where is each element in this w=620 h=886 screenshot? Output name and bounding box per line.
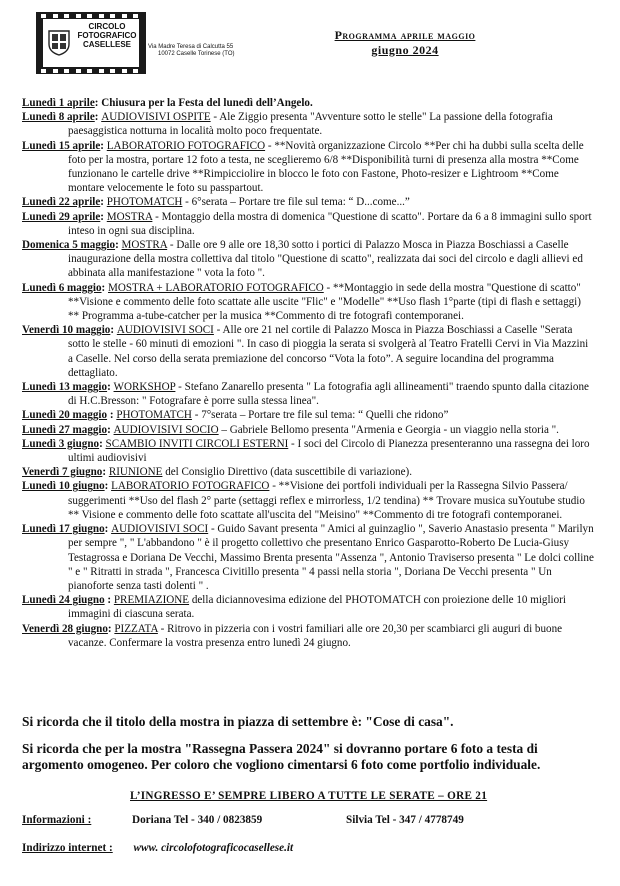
- entry-separator: :: [104, 523, 112, 536]
- entry-event-type: PREMIAZIONE: [113, 594, 190, 607]
- entry-date: Venerdì 7 giugno: [22, 466, 103, 479]
- entry-description: - **Visione dei portfoli individuali per la Rassegna Silvio Passera/ suggerimenti **Uso del flash 2° parte (settaggi reflex e mirrorless, 1/2 tendina) ** Trovare musica suYoutube studio ** Visione e commento delle foto scattate all'uscita del "Meisino" **Commento di tre fotografi contemporanei.: [68, 480, 585, 521]
- programme-entry: [22, 479, 594, 522]
- entry-description: - Alle ore 21 nel cortile di Palazzo Mosca in Piazza Boschiassi a Caselle "Serata sotto le stelle - 60 minuti di emozioni ". In caso di pioggia la serata si svolgerà al Teatro Fratelli Cervi in Via Mazzini a Caselle. Nel corso della serata premiazione del concorso “Vota la foto”. A seguire locandina del programma dettagliato.: [68, 324, 589, 379]
- programme-entry: [22, 408, 594, 422]
- entry-date: Lunedì 22 aprile: [22, 196, 101, 209]
- entry-event-type: AUDIOVISIVI SOCIO: [113, 423, 219, 436]
- entry-separator: :: [107, 409, 117, 422]
- film-hole: [110, 69, 115, 73]
- entry-date: Lunedì 15 aprile: [22, 139, 101, 152]
- film-hole: [53, 14, 58, 18]
- entry-event-type: AUDIOVISIVI OSPITE: [101, 111, 211, 124]
- entry-separator: :: [110, 324, 117, 337]
- entry-date: Domenica 5 maggio: [22, 239, 116, 252]
- entry-event-type: SCAMBIO INVITI CIRCOLI ESTERNI: [105, 437, 289, 450]
- entry-event-type: WORKSHOP: [113, 381, 176, 394]
- film-hole: [122, 14, 127, 18]
- entry-event-type: PHOTOMATCH: [116, 409, 192, 422]
- entry-description: della diciannovesima edizione del PHOTOMATCH con proiezione delle 10 migliori immagini di ciascuna serata.: [68, 594, 566, 621]
- title-line: Programma aprile maggio: [334, 28, 476, 42]
- note-paragraph: Si ricorda che per la mostra "Rassegna Passera 2024" si dovranno portare 6 foto a testa di argomento omogeneo. Per coloro che vogliono cimentarsi 6 foto come portfolio individuale.: [22, 741, 541, 772]
- entry-description: - 7°serata – Portare tre file sul tema: “ Quelli che ridono”: [191, 409, 449, 422]
- entry-description: - Ritrovo in pizzeria con i vostri familiari alle ore 20,30 per scambiarci gli auguri di buone vacanze. Confermare la vostra presenza entro lunedì 24 giugno.: [68, 622, 563, 649]
- film-hole: [41, 14, 46, 18]
- programme-entry: [22, 380, 594, 408]
- club-logo: [36, 12, 146, 74]
- entry-event-type: PIZZATA: [114, 622, 158, 635]
- film-hole: [53, 69, 58, 73]
- entry-event-type: AUDIOVISIVI SOCI: [116, 324, 214, 337]
- programme-entry: [22, 423, 594, 437]
- film-hole: [76, 14, 81, 18]
- entry-description: - **Montaggio in sede della mostra "Questione di scatto" **Visione e commento delle foto scattate alle uscite "Flic" e "Modelle" **Uso flash 1°parte (tipi di flash e settaggi) ** Programma a-tube-catcher per la musica **Commento di tre fotografi contemporanei.: [68, 281, 581, 323]
- entry-description: – Gabriele Bellomo presenta "Armenia e Georgia - un viaggio nella storia ".: [218, 423, 559, 436]
- website-line: [22, 842, 293, 854]
- entry-separator: :: [100, 139, 107, 152]
- note-paragraph: Si ricorda che il titolo della mostra in piazza di settembre è: "Cose di casa".: [22, 714, 454, 729]
- entry-separator: :: [101, 281, 108, 294]
- film-hole: [64, 14, 69, 18]
- film-hole: [76, 69, 81, 73]
- programme-entry: [22, 593, 594, 621]
- contact-silvia: Silvia Tel - 347 / 4778749: [346, 814, 464, 826]
- website-link[interactable]: www. circolofotograficocasellese.it: [133, 842, 294, 854]
- entry-event-type: LABORATORIO FOTOGRAFICO: [111, 480, 270, 493]
- entry-separator: :: [107, 381, 114, 394]
- club-address: [148, 44, 235, 58]
- programme-entry: [22, 465, 594, 479]
- film-hole: [64, 69, 69, 73]
- programme-entry: [22, 281, 594, 324]
- entry-separator: :: [107, 622, 115, 635]
- entry-description: del Consiglio Direttivo (data suscettibile di variazione).: [162, 466, 412, 479]
- logo-text-line: CASELLESE: [82, 40, 131, 49]
- logo-text-line: CIRCOLO: [88, 22, 126, 31]
- entry-event-type: MOSTRA: [121, 239, 168, 252]
- entry-description: - **Novità organizzazione Circolo **Per chi ha dubbi sulla scelta delle foto per la mostra, portare 12 foto a testa, ne sceglieremo 6/8 **Disponibilità turni di presenza alla mostra **Come funzionano le cartelle drive **Rimpicciolire in blocco le foto con Fastone, Photo-resizer e Lightroom **Come montare velocemente le foto su passpartout.: [68, 139, 584, 195]
- notes-section: [22, 714, 594, 784]
- entry-date: Lunedì 8 aprile: [22, 111, 95, 124]
- programme-entry: [22, 210, 594, 238]
- entry-date: Lunedì 13 maggio: [22, 381, 108, 394]
- entry-event-type: MOSTRA: [106, 210, 153, 223]
- entry-description: - Dalle ore 9 alle ore 18,30 sotto i portici di Palazzo Mosca in Piazza Boschiassi a Caselle inaugurazione della mostra collettiva dal titolo "Questione di scatto", realizzata dai soci del circolo e dagli allievi ed abbinata alla manifestazione " vota la foto ".: [68, 239, 583, 280]
- entry-separator: :: [115, 239, 122, 252]
- programme-entry: [22, 195, 594, 209]
- film-hole: [87, 14, 92, 18]
- programme-entry: [22, 96, 594, 110]
- entry-date: Lunedì 24 giugno: [22, 594, 105, 607]
- entry-date: Lunedì 17 giugno: [22, 523, 105, 536]
- contact-doriana: Doriana Tel - 340 / 0823859: [132, 814, 263, 826]
- entry-separator: :: [100, 210, 107, 223]
- film-hole: [99, 14, 104, 18]
- programme-list: [22, 96, 594, 650]
- entry-date: Lunedì 6 maggio: [22, 281, 102, 294]
- entry-date: Lunedì 20 maggio: [22, 409, 108, 422]
- film-hole: [133, 69, 138, 73]
- entry-heading: Chiusura per la Festa del lunedì dell’Angelo.: [101, 97, 313, 109]
- entry-separator: :: [100, 196, 107, 209]
- page-title: [300, 28, 510, 58]
- logo-club-name: [76, 22, 138, 49]
- entry-description: - I soci del Circolo di Pianezza presenteranno una rassegna dei loro ultimi audiovisivi: [68, 437, 590, 465]
- entry-separator: :: [107, 423, 114, 436]
- programme-entry: [22, 622, 594, 650]
- film-hole: [99, 69, 104, 73]
- entry-description: - Guido Savant presenta " Amici al guinzaglio ", Saverio Anastasio presenta " Marilyn per sempre ", " L'abbandono " è il progetto collettivo che presentano Enrico Gasparotto-Roberto De Lucia-Giusy Testagrossa e Doriana De Vecchi, Massimo Brenta presenta "Assenza ", Antonio Traviserso presenta " Le dolci colline " e " Ritratti in strada ", Francesca Civitillo presenta " 4 passi nella storia ", Doriana De Vecchi presenta " Un pianoforte senza tasti dolenti " .: [68, 523, 594, 592]
- coat-of-arms-icon: [48, 30, 70, 56]
- entry-event-type: LABORATORIO FOTOGRAFICO: [106, 139, 266, 152]
- entry-date: Lunedì 1 aprile: [22, 97, 95, 109]
- film-hole: [122, 69, 127, 73]
- entry-date: Venerdì 28 giugno: [22, 622, 108, 635]
- entry-date: Lunedì 29 aprile: [22, 210, 101, 223]
- address-line: Via Madre Teresa di Calcutta 55: [148, 44, 234, 50]
- title-line: giugno 2024: [371, 43, 439, 57]
- entry-date: Lunedì 3 giugno: [22, 437, 100, 450]
- entry-description: - 6°serata – Portare tre file sul tema: “ D...come...”: [182, 196, 410, 209]
- entry-date: Venerdì 10 maggio: [22, 324, 111, 337]
- entry-separator: :: [104, 594, 114, 607]
- entry-separator: :: [102, 466, 109, 479]
- programme-entry: [22, 437, 594, 465]
- film-hole: [110, 14, 115, 18]
- entry-date: Lunedì 27 maggio: [22, 423, 108, 436]
- entry-description: - Stefano Zanarello presenta " La fotografia agli allineamenti" traendo spunto dalla citazione di H.C.Bresson: " Fotografare è porre sulla stessa linea".: [68, 381, 589, 408]
- entry-event-type: PHOTOMATCH: [106, 196, 183, 209]
- film-hole: [133, 14, 138, 18]
- entry-separator: :: [99, 437, 106, 450]
- programme-entry: [22, 238, 594, 281]
- film-hole: [41, 69, 46, 73]
- entry-separator: :: [104, 480, 112, 493]
- entry-description: - Ale Ziggio presenta "Avventure sotto le stelle" La passione della fotografia paesaggistica notturna in località molto poco frequentate.: [68, 111, 553, 138]
- info-label: Informazioni :: [22, 814, 92, 826]
- film-hole: [87, 69, 92, 73]
- entry-description: - Montaggio della mostra di domenica "Questione di scatto". Portare da 6 a 8 immagini sullo sport inteso in ogni sua disciplina.: [68, 210, 592, 237]
- programme-entry: [22, 323, 594, 380]
- programme-entry: [22, 139, 594, 196]
- programme-entry: [22, 522, 594, 593]
- entrance-notice: L’INGRESSO E’ SEMPRE LIBERO A TUTTE LE SERATE – ORE 21: [130, 790, 488, 802]
- logo-text-line: FOTOGRAFICO: [77, 31, 137, 40]
- entry-event-type: RIUNIONE: [108, 466, 163, 479]
- entry-separator: :: [94, 111, 102, 124]
- entry-separator: :: [94, 97, 102, 109]
- programme-entry: [22, 110, 594, 138]
- address-line: 10072 Caselle Torinese (TO): [158, 51, 235, 57]
- entry-date: Lunedì 10 giugno: [22, 480, 105, 493]
- entry-event-type: AUDIOVISIVI SOCI: [111, 523, 209, 536]
- entry-event-type: MOSTRA + LABORATORIO FOTOGRAFICO: [108, 281, 324, 294]
- web-label: Indirizzo internet :: [22, 842, 113, 854]
